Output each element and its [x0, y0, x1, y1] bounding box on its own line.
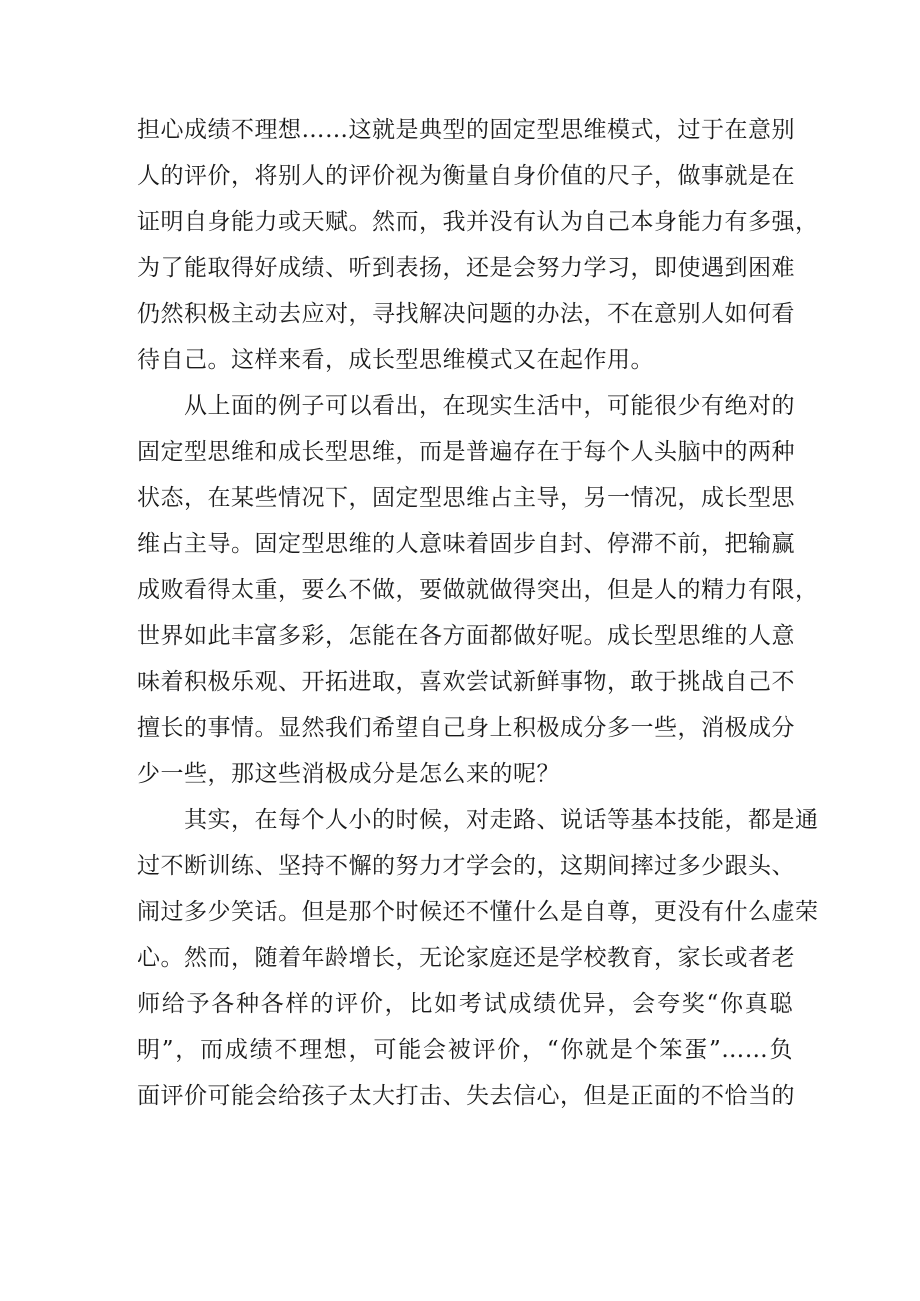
text-line: 过不断训练、坚持不懈的努力才学会的，这期间摔过多少跟头、	[137, 853, 795, 879]
text-line: 从上面的例子可以看出，在现实生活中，可能很少有绝对的	[137, 393, 795, 419]
text-line: 味着积极乐观、开拓进取，喜欢尝试新鲜事物，敢于挑战自己不	[137, 669, 795, 695]
paragraph-2	[137, 383, 819, 797]
text-line: 仍然积极主动去应对，寻找解决问题的办法，不在意别人如何看	[137, 301, 795, 327]
paragraph-3	[137, 797, 819, 1119]
text-line: 状态，在某些情况下，固定型思维占主导，另一情况，成长型思	[137, 485, 795, 511]
text-line: 闹过多少笑话。但是那个时候还不懂什么是自尊，更没有什么虚荣	[137, 899, 819, 925]
text-line: 明”，而成绩不理想，可能会被评价，“你就是个笨蛋”……负	[137, 1037, 793, 1063]
text-line: 其实，在每个人小的时候，对走路、说话等基本技能，都是通	[137, 807, 819, 833]
text-line: 待自己。这样来看，成长型思维模式又在起作用。	[137, 347, 654, 373]
text-line: 面评价可能会给孩子太大打击、失去信心，但是正面的不恰当的	[137, 1083, 795, 1109]
text-line: 心。然而，随着年龄增长，无论家庭还是学校教育，家长或者老	[137, 945, 795, 971]
paragraph-1	[137, 107, 819, 383]
text-line: 少一些，那这些消极成分是怎么来的呢？	[137, 761, 560, 787]
text-line: 世界如此丰富多彩，怎能在各方面都做好呢。成长型思维的人意	[137, 623, 795, 649]
text-line: 担心成绩不理想……这就是典型的固定型思维模式，过于在意别	[137, 117, 795, 143]
text-line: 固定型思维和成长型思维，而是普遍存在于每个人头脑中的两种	[137, 439, 795, 465]
document-body	[137, 107, 819, 1119]
text-line: 为了能取得好成绩、听到表扬，还是会努力学习，即使遇到困难	[137, 255, 795, 281]
text-line: 证明自身能力或天赋。然而，我并没有认为自己本身能力有多强，	[137, 209, 819, 235]
text-line: 人的评价，将别人的评价视为衡量自身价值的尺子，做事就是在	[137, 163, 795, 189]
text-line: 擅长的事情。显然我们希望自己身上积极成分多一些，消极成分	[137, 715, 795, 741]
text-line: 维占主导。固定型思维的人意味着固步自封、停滞不前，把输赢	[137, 531, 795, 557]
text-line: 师给予各种各样的评价，比如考试成绩优异，会夸奖“你真聪	[137, 991, 793, 1017]
text-line: 成败看得太重，要么不做，要做就做得突出，但是人的精力有限，	[137, 577, 819, 603]
